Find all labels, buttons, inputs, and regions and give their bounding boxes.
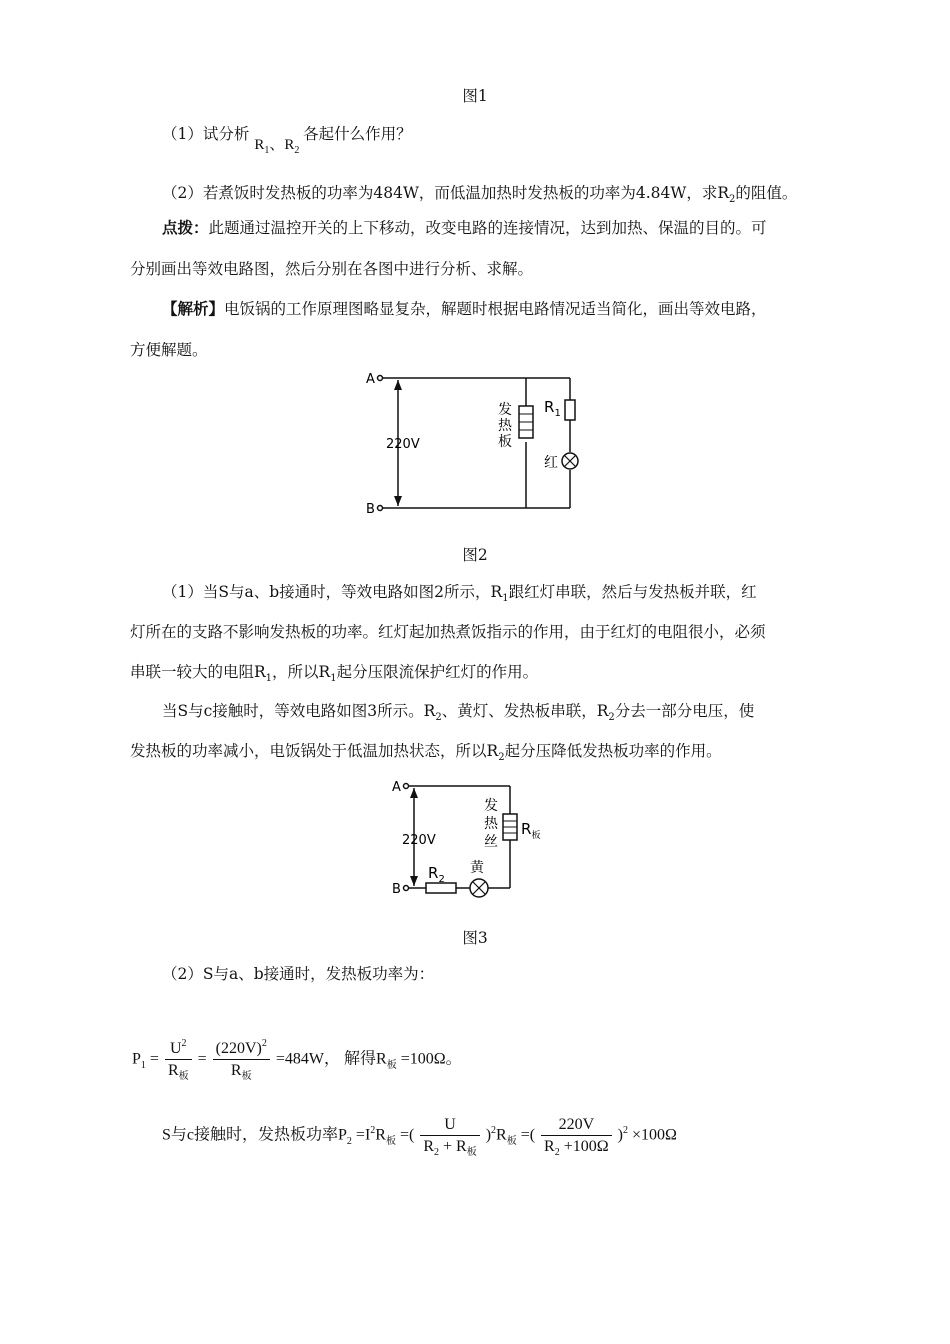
eq1-f2-num: (220V) <box>215 1040 262 1057</box>
eq2-open-2: =( <box>520 1126 536 1144</box>
eq2-r2: R <box>496 1126 507 1144</box>
eq1-equals-2: = <box>197 1050 207 1068</box>
eq2-r-sub: 板 <box>385 1135 396 1147</box>
paragraph-2-line-2 <box>130 739 722 761</box>
board-label-3: 板 <box>498 434 512 450</box>
voltage-label: 220V <box>386 437 420 452</box>
board-label-1: 发 <box>498 402 512 418</box>
paragraph-1-line-1 <box>162 580 757 602</box>
question-1-prefix: （1）试分析 <box>162 125 250 143</box>
terminal-a-label: A <box>366 372 375 387</box>
question-2 <box>162 181 797 203</box>
terminal-a-label: A <box>392 780 401 795</box>
r1-subscript: 1 <box>264 145 270 156</box>
p2-l1-sub1: 2 <box>435 712 442 723</box>
red-lamp-label: 红 <box>544 455 558 471</box>
paragraph-1-line-2: 灯所在的支路不影响发热板的功率。红灯起加热煮饭指示的作用，由于红灯的电阻很小，必须 <box>130 623 766 641</box>
yellow-lamp-symbol <box>470 879 488 897</box>
figure-2-circuit <box>360 362 590 522</box>
terminal-b-label: B <box>392 882 401 897</box>
eq2-r2-sub: 板 <box>506 1135 517 1147</box>
figure-3-caption: 图3 <box>462 929 488 947</box>
eq1-f1-den-sub: 板 <box>178 1071 189 1082</box>
yellow-lamp-label: 黄 <box>470 860 484 876</box>
p2-l1-c: 分去一部分电压，使 <box>614 702 755 720</box>
eq2-close-sup: 2 <box>491 1124 497 1136</box>
wire-label-2: 热 <box>484 816 498 832</box>
eq2-close: ) <box>485 1126 492 1144</box>
eq2-f2-den-a-sub: 2 <box>554 1147 560 1158</box>
paragraph-2-line-1 <box>162 699 754 721</box>
eq2-lhs-sub: 2 <box>346 1135 352 1147</box>
analysis-text-1: 电饭锅的工作原理图略显复杂，解题时根据电路情况适当简化，画出等效电路， <box>224 300 767 318</box>
eq2-f1-den-b: + R <box>438 1138 467 1155</box>
r2-label: $R_2$ <box>428 864 445 885</box>
eq1-solve-sub: 板 <box>386 1059 397 1071</box>
eq2-f2-num: 220V <box>541 1116 612 1136</box>
question-2-subscript: 2 <box>729 194 736 205</box>
hint-line-2: 分别画出等效电路图，然后分别在各图中进行分析、求解。 <box>130 260 534 278</box>
terminal-b-label: B <box>366 502 375 517</box>
eq1-fraction-2 <box>213 1040 270 1080</box>
p2-l1-b: 、黄灯、发热板串联，R <box>441 702 609 720</box>
equation-1 <box>132 1040 462 1080</box>
paragraph-3: （2）S与a、b接通时，发热板功率为： <box>162 965 435 983</box>
analysis-line-2: 方便解题。 <box>130 341 208 359</box>
r2-subscript: 2 <box>294 145 300 156</box>
p1-l1-a: （1）当S与a、b接通时，等效电路如图2所示，R <box>162 583 503 601</box>
eq1-f1-num-sup: 2 <box>181 1038 187 1049</box>
hint-text-1: 此题通过温控开关的上下移动，改变电路的连接情况，达到加热、保温的目的。可 <box>208 219 767 237</box>
eq1-f1-den: R <box>167 1062 179 1079</box>
wire-label-1: 发 <box>484 798 498 814</box>
p1-l3-b: ，所以R <box>272 663 331 681</box>
p2-l1-sub2: 2 <box>608 712 615 723</box>
eq2-f2-den-b: +100Ω <box>559 1138 609 1155</box>
board-label-2: 热 <box>498 418 512 434</box>
eq1-solve-val: =100Ω <box>400 1050 446 1068</box>
eq2-open: =( <box>399 1126 415 1144</box>
eq2-f1-den-a-sub: 2 <box>433 1147 439 1158</box>
p1-l3-sub2: 1 <box>330 673 337 684</box>
r1-label: $R_1$ <box>544 398 561 419</box>
eq1-f1-num: U <box>169 1040 182 1057</box>
eq1-fraction-1 <box>165 1040 192 1080</box>
eq2-tail: ×100Ω <box>631 1126 677 1144</box>
p1-l3-sub1: 1 <box>265 673 273 684</box>
eq1-lhs: P <box>132 1050 141 1068</box>
equation-2 <box>162 1116 677 1156</box>
p2-l2-sub: 2 <box>498 752 505 763</box>
hint-line-1 <box>162 216 767 238</box>
eq2-f1-den-a: R <box>423 1138 434 1155</box>
eq1-end: 。 <box>445 1050 462 1068</box>
eq1-lhs-sub: 1 <box>140 1059 146 1071</box>
eq2-equals-sup: 2 <box>370 1124 376 1136</box>
eq2-fraction-2 <box>541 1116 612 1156</box>
figure-1-caption: 图1 <box>462 87 488 105</box>
figure-2-caption: 图2 <box>462 546 488 564</box>
question-2-suffix: 的阻值。 <box>735 184 798 202</box>
wire-label-3: 丝 <box>484 834 498 850</box>
eq2-prefix: S与c接触时，发热板功率 <box>162 1126 339 1144</box>
separator: 、 <box>269 137 285 153</box>
r1-symbol: R <box>254 137 265 153</box>
eq1-f2-num-sup: 2 <box>261 1038 267 1049</box>
figure-3-circuit <box>386 770 566 900</box>
r2-symbol: R <box>284 137 295 153</box>
p1-l1-sub: 1 <box>502 593 509 604</box>
hint-label: 点拨： <box>162 218 209 237</box>
eq2-close-2: ) <box>617 1126 623 1144</box>
question-2-text: （2）若煮饭时发热板的功率为484W，而低温加热时发热板的功率为4.84W，求R <box>162 184 729 202</box>
eq1-f2-den-sub: 板 <box>241 1071 252 1082</box>
p1-l1-b: 跟红灯串联，然后与发热板并联，红 <box>508 583 757 601</box>
p1-l3-c: 起分压限流保护红灯的作用。 <box>336 663 539 681</box>
p2-l2-b: 起分压降低发热板功率的作用。 <box>504 742 722 760</box>
question-1 <box>162 122 412 156</box>
question-1-suffix: 各起什么作用？ <box>303 125 412 143</box>
eq2-f1-den-b-sub: 板 <box>466 1147 477 1158</box>
eq2-equals: =I <box>355 1126 371 1144</box>
r-board-label: $R_板$ <box>521 820 541 841</box>
eq2-f2-den-a: R <box>544 1138 555 1155</box>
eq2-fraction-1 <box>420 1116 479 1156</box>
paragraph-1-line-3 <box>130 660 538 682</box>
eq1-f2-den: R <box>230 1062 242 1079</box>
p1-l3-a: 串联一较大的电阻R <box>130 663 266 681</box>
eq1-result: =484W， <box>275 1050 340 1068</box>
voltage-label: 220V <box>402 833 436 848</box>
analysis-label: 【解析】 <box>162 299 225 318</box>
r1-resistor-symbol <box>565 400 575 420</box>
eq2-lhs: P <box>338 1126 347 1144</box>
eq1-solve: 解得R <box>344 1050 387 1068</box>
p2-l1-a: 当S与c接触时，等效电路如图3所示。R <box>162 702 436 720</box>
analysis-line-1 <box>162 297 767 319</box>
eq1-equals: = <box>149 1050 159 1068</box>
eq2-r: R <box>375 1126 386 1144</box>
p2-l2-a: 发热板的功率减小，电饭锅处于低温加热状态，所以R <box>130 742 499 760</box>
red-lamp-symbol <box>562 453 578 469</box>
eq2-close-2-sup: 2 <box>622 1124 628 1136</box>
eq2-f1-num: U <box>420 1116 479 1136</box>
